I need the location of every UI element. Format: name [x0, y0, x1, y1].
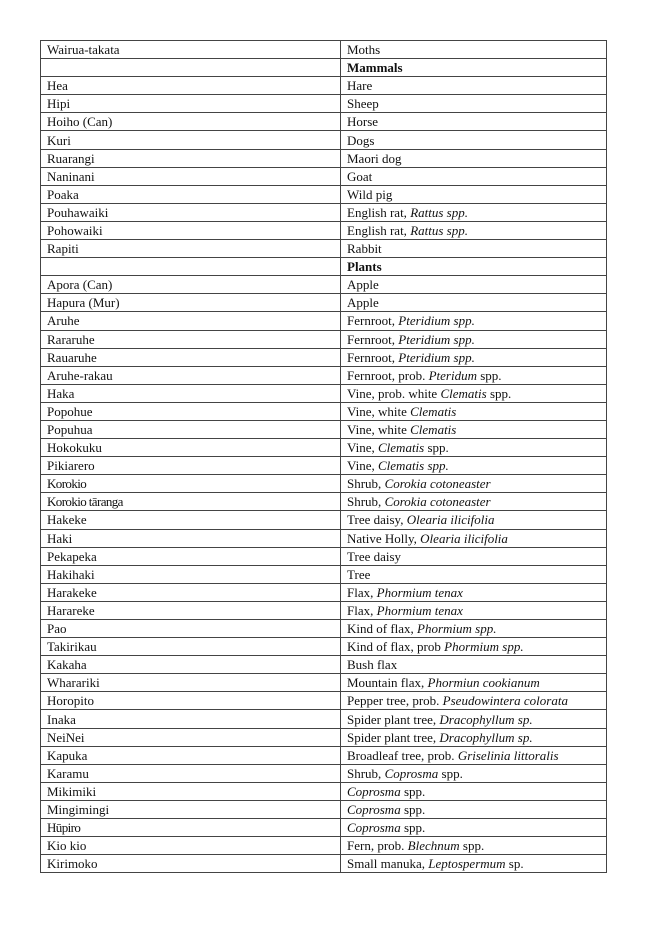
maori-term-cell: Hakeke	[41, 511, 341, 529]
table-row	[41, 221, 607, 239]
maori-term-cell: Wharariki	[41, 674, 341, 692]
maori-term-cell	[41, 59, 341, 77]
scientific-name: Phormium tenax	[376, 584, 463, 600]
maori-term-cell: Poaka	[41, 185, 341, 203]
english-meaning-cell	[341, 167, 607, 185]
english-meaning-cell	[341, 547, 607, 565]
meaning-text: Tree daisy	[347, 548, 402, 564]
english-meaning-cell	[341, 728, 607, 746]
english-meaning-cell	[341, 620, 607, 638]
maori-term-cell: Hūpiro	[41, 819, 341, 837]
table-row	[41, 620, 607, 638]
table-row	[41, 746, 607, 764]
scientific-name: Coprosma	[384, 765, 439, 781]
english-meaning-cell	[341, 782, 607, 800]
table-row	[41, 674, 607, 692]
scientific-name: Pteridium spp.	[398, 331, 475, 347]
maori-term-cell: Harareke	[41, 601, 341, 619]
maori-term-cell: Kapuka	[41, 746, 341, 764]
meaning-text: Broadleaf tree, prob.	[347, 747, 458, 763]
english-meaning-cell	[341, 113, 607, 131]
table-row	[41, 475, 607, 493]
meaning-text: Apple	[347, 295, 379, 311]
scientific-name: Griselinia littoralis	[457, 747, 559, 763]
meaning-text: Shrub,	[347, 476, 385, 492]
scientific-name: Pteridum	[428, 367, 477, 383]
table-row	[41, 583, 607, 601]
meaning-text: Native Holly,	[347, 530, 421, 546]
table-row	[41, 240, 607, 258]
maori-term-cell: Takirikau	[41, 638, 341, 656]
scientific-name: Clematis	[410, 422, 457, 438]
maori-term-cell: Pao	[41, 620, 341, 638]
table-row	[41, 384, 607, 402]
table-row	[41, 493, 607, 511]
table-row	[41, 837, 607, 855]
maori-term-cell: Korokio tāranga	[41, 493, 341, 511]
maori-term-cell: Korokio	[41, 475, 341, 493]
english-meaning-cell	[341, 203, 607, 221]
table-row	[41, 330, 607, 348]
meaning-text: Moths	[347, 42, 381, 58]
maori-term-cell: Mingimingi	[41, 800, 341, 818]
english-meaning-cell	[341, 475, 607, 493]
meaning-text: Tree	[347, 566, 371, 582]
table-row	[41, 565, 607, 583]
meaning-text: Hare	[347, 78, 373, 94]
meaning-text: Kind of flax, prob	[347, 639, 445, 655]
maori-term-cell: Harakeke	[41, 583, 341, 601]
table-row	[41, 312, 607, 330]
english-meaning-cell	[341, 276, 607, 294]
maori-term-cell: Hoiho (Can)	[41, 113, 341, 131]
table-row	[41, 149, 607, 167]
scientific-name: Rattus spp.	[410, 222, 468, 238]
english-meaning-cell	[341, 348, 607, 366]
maori-term-cell: Hokokuku	[41, 439, 341, 457]
table-row	[41, 366, 607, 384]
scientific-name: Phormiun cookianum	[427, 675, 540, 691]
english-meaning-cell	[341, 819, 607, 837]
table-row	[41, 457, 607, 475]
meaning-text: Mountain flax,	[347, 675, 428, 691]
table-row	[41, 203, 607, 221]
table-row	[41, 77, 607, 95]
table-row	[41, 529, 607, 547]
maori-term-cell: Ruarangi	[41, 149, 341, 167]
scientific-name: Dracophyllum sp.	[439, 729, 533, 745]
english-meaning-cell	[341, 420, 607, 438]
meaning-text: Vine,	[347, 440, 378, 456]
maori-term-cell: Pouhawaiki	[41, 203, 341, 221]
scientific-name: Coprosma	[347, 783, 401, 799]
meaning-text: Mammals	[347, 60, 403, 76]
scientific-name: Olearia ilicifolia	[406, 512, 495, 528]
meaning-text: Fernroot, prob.	[347, 367, 429, 383]
maori-term-cell: Kakaha	[41, 656, 341, 674]
maori-term-cell: Popohue	[41, 402, 341, 420]
maori-term-cell: Naninani	[41, 167, 341, 185]
meaning-text: Flax,	[347, 602, 377, 618]
meaning-text: Vine, prob. white	[347, 385, 441, 401]
meaning-text: sp.	[505, 856, 524, 872]
table-row	[41, 764, 607, 782]
maori-term-cell: Mikimiki	[41, 782, 341, 800]
scientific-name: Leptospermum	[428, 856, 506, 872]
meaning-text: Bush flax	[347, 657, 398, 673]
meaning-text: Fernroot,	[347, 313, 399, 329]
meaning-text: Dogs	[347, 132, 375, 148]
meaning-text: Horse	[347, 114, 379, 130]
scientific-name: Clematis	[378, 440, 425, 456]
scientific-name: Phormium spp.	[417, 621, 497, 637]
maori-term-cell	[41, 258, 341, 276]
english-meaning-cell	[341, 240, 607, 258]
english-meaning-cell	[341, 330, 607, 348]
table-row	[41, 131, 607, 149]
section-heading-row	[41, 258, 607, 276]
maori-term-cell: Kio kio	[41, 837, 341, 855]
meaning-text: Goat	[347, 168, 373, 184]
meaning-text: Sheep	[347, 96, 379, 112]
english-meaning-cell	[341, 583, 607, 601]
table-row	[41, 511, 607, 529]
meaning-text: Kind of flax,	[347, 621, 418, 637]
table-row	[41, 782, 607, 800]
english-meaning-cell	[341, 366, 607, 384]
maori-term-cell: Apora (Can)	[41, 276, 341, 294]
maori-term-cell: Karamu	[41, 764, 341, 782]
table-row	[41, 439, 607, 457]
table-row	[41, 402, 607, 420]
english-meaning-cell	[341, 312, 607, 330]
scientific-name: Phormium tenax	[376, 602, 463, 618]
english-meaning-cell	[341, 294, 607, 312]
english-meaning-cell	[341, 601, 607, 619]
meaning-text: English rat,	[347, 222, 411, 238]
maori-term-cell: Hea	[41, 77, 341, 95]
maori-term-cell: Popuhua	[41, 420, 341, 438]
table-row	[41, 167, 607, 185]
maori-term-cell: Rapiti	[41, 240, 341, 258]
meaning-text: Plants	[347, 259, 382, 275]
scientific-name: Corokia cotoneaster	[384, 476, 491, 492]
scientific-name: Pteridium spp.	[398, 313, 475, 329]
english-meaning-cell	[341, 674, 607, 692]
section-heading-row	[41, 59, 607, 77]
meaning-text: spp.	[438, 765, 463, 781]
english-meaning-cell	[341, 402, 607, 420]
maori-term-cell: Inaka	[41, 710, 341, 728]
meaning-text: Fern, prob.	[347, 838, 408, 854]
scientific-name: Coprosma	[347, 801, 401, 817]
english-meaning-cell	[341, 837, 607, 855]
maori-term-cell: Pekapeka	[41, 547, 341, 565]
meaning-text: Flax,	[347, 584, 377, 600]
english-meaning-cell	[341, 764, 607, 782]
maori-term-cell: Wairua-takata	[41, 41, 341, 59]
scientific-name: Rattus spp.	[410, 204, 468, 220]
table-row	[41, 348, 607, 366]
table-row	[41, 113, 607, 131]
english-meaning-cell	[341, 746, 607, 764]
maori-term-cell: NeiNei	[41, 728, 341, 746]
meaning-text: Vine, white	[347, 422, 411, 438]
meaning-text: English rat,	[347, 204, 411, 220]
maori-term-cell: Haka	[41, 384, 341, 402]
english-meaning-cell	[341, 529, 607, 547]
maori-term-cell: Pohowaiki	[41, 221, 341, 239]
english-meaning-cell	[341, 800, 607, 818]
meaning-text: Rabbit	[347, 241, 382, 257]
glossary-table	[40, 40, 607, 873]
maori-term-cell: Hipi	[41, 95, 341, 113]
scientific-name: Olearia ilicifolia	[420, 530, 508, 546]
meaning-text: Fernroot,	[347, 349, 399, 365]
scientific-name: Clematis	[410, 403, 457, 419]
table-row	[41, 638, 607, 656]
table-row	[41, 601, 607, 619]
meaning-text: spp.	[424, 440, 449, 456]
maori-term-cell: Kirimoko	[41, 855, 341, 873]
table-row	[41, 710, 607, 728]
meaning-text: spp.	[400, 783, 426, 799]
maori-term-cell: Horopito	[41, 692, 341, 710]
english-meaning-cell	[341, 692, 607, 710]
maori-term-cell: Haki	[41, 529, 341, 547]
english-meaning-cell	[341, 855, 607, 873]
english-meaning-cell	[341, 185, 607, 203]
table-row	[41, 185, 607, 203]
table-row	[41, 547, 607, 565]
scientific-name: Coprosma	[347, 820, 401, 836]
table-row	[41, 294, 607, 312]
english-meaning-cell	[341, 493, 607, 511]
scientific-name: Blechnum	[407, 838, 460, 854]
scientific-name: Phormium spp.	[444, 639, 524, 655]
english-meaning-cell	[341, 41, 607, 59]
meaning-text: Vine, white	[347, 403, 411, 419]
table-row	[41, 819, 607, 837]
scientific-name: Pteridium spp.	[398, 349, 475, 365]
meaning-text: Apple	[347, 277, 379, 293]
meaning-text: Spider plant tree,	[347, 711, 440, 727]
table-row	[41, 420, 607, 438]
maori-term-cell: Pikiarero	[41, 457, 341, 475]
scientific-name: Clematis	[440, 385, 487, 401]
maori-term-cell: Kuri	[41, 131, 341, 149]
table-row	[41, 41, 607, 59]
english-meaning-cell	[341, 710, 607, 728]
maori-term-cell: Rararuhe	[41, 330, 341, 348]
meaning-text: spp.	[400, 820, 426, 836]
maori-term-cell: Hakihaki	[41, 565, 341, 583]
meaning-text: spp.	[477, 367, 502, 383]
section-heading-cell	[341, 258, 607, 276]
english-meaning-cell	[341, 439, 607, 457]
meaning-text: Wild pig	[347, 186, 393, 202]
meaning-text: Shrub,	[347, 494, 385, 510]
meaning-text: spp.	[486, 385, 512, 401]
english-meaning-cell	[341, 221, 607, 239]
maori-term-cell: Aruhe	[41, 312, 341, 330]
scientific-name: Clematis spp.	[378, 458, 449, 474]
table-row	[41, 728, 607, 746]
english-meaning-cell	[341, 656, 607, 674]
scientific-name: Pseudowintera colorata	[442, 693, 568, 709]
english-meaning-cell	[341, 638, 607, 656]
meaning-text: spp.	[459, 838, 485, 854]
english-meaning-cell	[341, 384, 607, 402]
table-row	[41, 855, 607, 873]
english-meaning-cell	[341, 131, 607, 149]
english-meaning-cell	[341, 511, 607, 529]
scientific-name: Dracophyllum sp.	[439, 711, 533, 727]
meaning-text: Pepper tree, prob.	[347, 693, 443, 709]
scientific-name: Corokia cotoneaster	[384, 494, 491, 510]
meaning-text: Spider plant tree,	[347, 729, 440, 745]
table-row	[41, 95, 607, 113]
english-meaning-cell	[341, 565, 607, 583]
maori-term-cell: Aruhe-rakau	[41, 366, 341, 384]
maori-term-cell: Hapura (Mur)	[41, 294, 341, 312]
table-row	[41, 276, 607, 294]
table-row	[41, 692, 607, 710]
meaning-text: Maori dog	[347, 150, 402, 166]
table-row	[41, 656, 607, 674]
glossary-body	[41, 41, 607, 873]
table-row	[41, 800, 607, 818]
maori-term-cell: Rauaruhe	[41, 348, 341, 366]
english-meaning-cell	[341, 149, 607, 167]
english-meaning-cell	[341, 457, 607, 475]
meaning-text: Vine,	[347, 458, 378, 474]
english-meaning-cell	[341, 95, 607, 113]
meaning-text: spp.	[400, 801, 426, 817]
meaning-text: Fernroot,	[347, 331, 399, 347]
section-heading-cell	[341, 59, 607, 77]
meaning-text: Shrub,	[347, 765, 385, 781]
meaning-text: Small manuka,	[347, 856, 429, 872]
english-meaning-cell	[341, 77, 607, 95]
meaning-text: Tree daisy,	[347, 512, 407, 528]
